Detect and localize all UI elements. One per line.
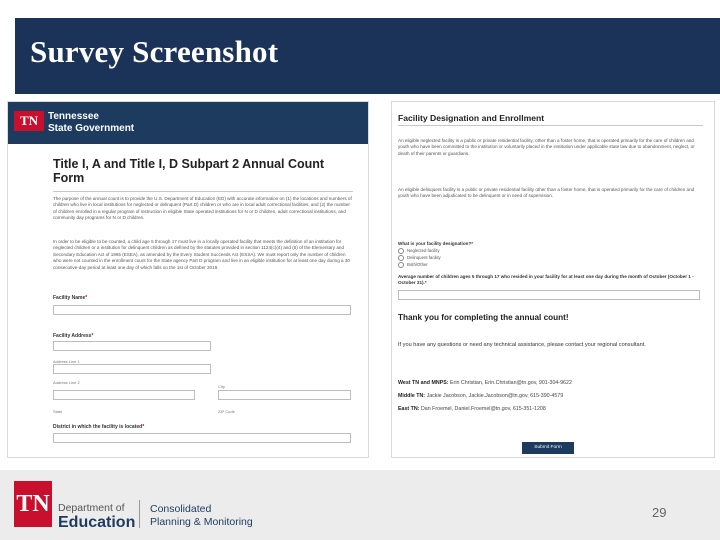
form-body (53, 157, 353, 289)
program-line2: Planning & Monitoring (150, 515, 253, 528)
designation-question: What is your facility designation?* (398, 241, 474, 246)
facility-section-divider (398, 125, 703, 126)
form-intro-paragraph: The purpose of the annual count is to provide the U.S. Department of Education (ED) with accurate information on (1) the locations and numbers of children who live in local institutions for neglected or delinquent (Part D) children or who are in local adult correctional facilities, and (2) the number of children enrolled in a regular program of instruction in eligible State operated institutions for N or D children, adult correctional institutions, and community day programs for N or D children. (53, 196, 352, 221)
tn-education-logo-icon: TN (14, 481, 52, 527)
form-divider (53, 191, 353, 192)
contact-intro: If you have any questions or need any technical assistance, please contact your regional consultant. (398, 342, 646, 348)
designation-option-neglected[interactable]: Neglected facility (398, 248, 439, 254)
city-label: City (218, 384, 225, 389)
enrollment-count-input[interactable] (398, 290, 700, 300)
neglected-definition: An eligible neglected facility is a public or private residential facility, other than a foster home, that is operated primarily for the care of children and youth who have been committed to the institution or voluntarily placed in the institution under applicable state law due to abandonment, neglect, or death of their parents or guardians. (398, 138, 695, 156)
district-input[interactable] (53, 433, 351, 443)
address-line1-label: Address Line 1 (53, 359, 80, 364)
program-line1: Consolidated (150, 503, 212, 515)
address-line2-label: Address Line 2 (53, 380, 80, 385)
designation-option-both[interactable]: Both/Other (398, 262, 428, 268)
tn-logo-icon: TN (14, 111, 44, 131)
enrollment-question: Average number of children ages 5 through 17 who resided in your facility for at least one day during the month of October (October 1 - October 31).* (398, 274, 694, 286)
radio-icon (398, 248, 404, 254)
address-line1-input[interactable] (53, 341, 211, 351)
state-label: State (53, 409, 63, 414)
footer-divider (139, 500, 140, 528)
delinquent-definition: An eligible delinquent facility is a public or private residential facility other than a foster home, that is operated primarily for the care of children and youth who have been adjudicated to be delinquent or in need of supervision. (398, 187, 695, 199)
form-title: Title I, A and Title I, D Subpart 2 Annual Count Form (53, 157, 325, 185)
facility-section-title: Facility Designation and Enrollment (398, 113, 545, 123)
city-input[interactable] (218, 390, 351, 400)
facility-name-input[interactable] (53, 305, 351, 315)
zip-label: ZIP Code (218, 409, 235, 414)
facility-address-label: Facility Address* (53, 333, 94, 339)
designation-option-delinquent[interactable]: Delinquent facility (398, 255, 441, 261)
district-label: District in which the facility is located* (53, 424, 145, 430)
form-eligibility-paragraph: In order to be eligible to be counted, a child age 5 through 17 must live in a locally operated facility that meets the definition of an institution for neglected children or a institution for delinquent children as defined by the statutes provided in section 1124(c)(4) and (5) of the Elementary and Secondary Education Act of 1965 (ESEA), as amended by the Every Student Succeeds Act (ESSA). We must report only the number of children who were not counted in the enrollment count for the State agency Part D program and live in an eligible institution for at least one day during a 30 consecutive-day period at least one day of which falls on the 1st of October 2019. (53, 239, 350, 270)
page-number: 29 (652, 505, 667, 520)
tn-logo-line1: Tennessee (48, 111, 99, 122)
facility-designation-screenshot (391, 101, 715, 458)
radio-icon (398, 255, 404, 261)
tn-logo-text (48, 111, 134, 135)
program-name (150, 503, 253, 528)
contact-middle-tn: Middle TN: Jackie Jacobson, Jackie.Jacobson@tn.gov, 615-390-4579 (398, 393, 564, 399)
annual-count-form-screenshot (7, 101, 369, 458)
department-name (58, 502, 135, 532)
thank-you-message: Thank you for completing the annual count! (398, 313, 569, 322)
submit-form-button[interactable]: Submit Form (522, 442, 574, 454)
tn-logo-line2: State Government (48, 123, 135, 134)
radio-icon (398, 262, 404, 268)
contact-west-tn: West TN and MNPS: Erin Christian, Erin.Christian@tn.gov, 901-304-9622 (398, 380, 572, 386)
address-line2-input[interactable] (53, 364, 211, 374)
contact-east-tn: East TN: Dan Froemel, Daniel.Froemel@tn.gov, 615-351-1208 (398, 406, 546, 412)
department-line2: Education (58, 514, 136, 531)
facility-name-label: Facility Name* (53, 295, 88, 301)
department-line1: Department of (58, 502, 125, 514)
tn-state-header (8, 102, 368, 144)
slide-title: Survey Screenshot (30, 34, 279, 69)
state-select[interactable] (53, 390, 195, 400)
